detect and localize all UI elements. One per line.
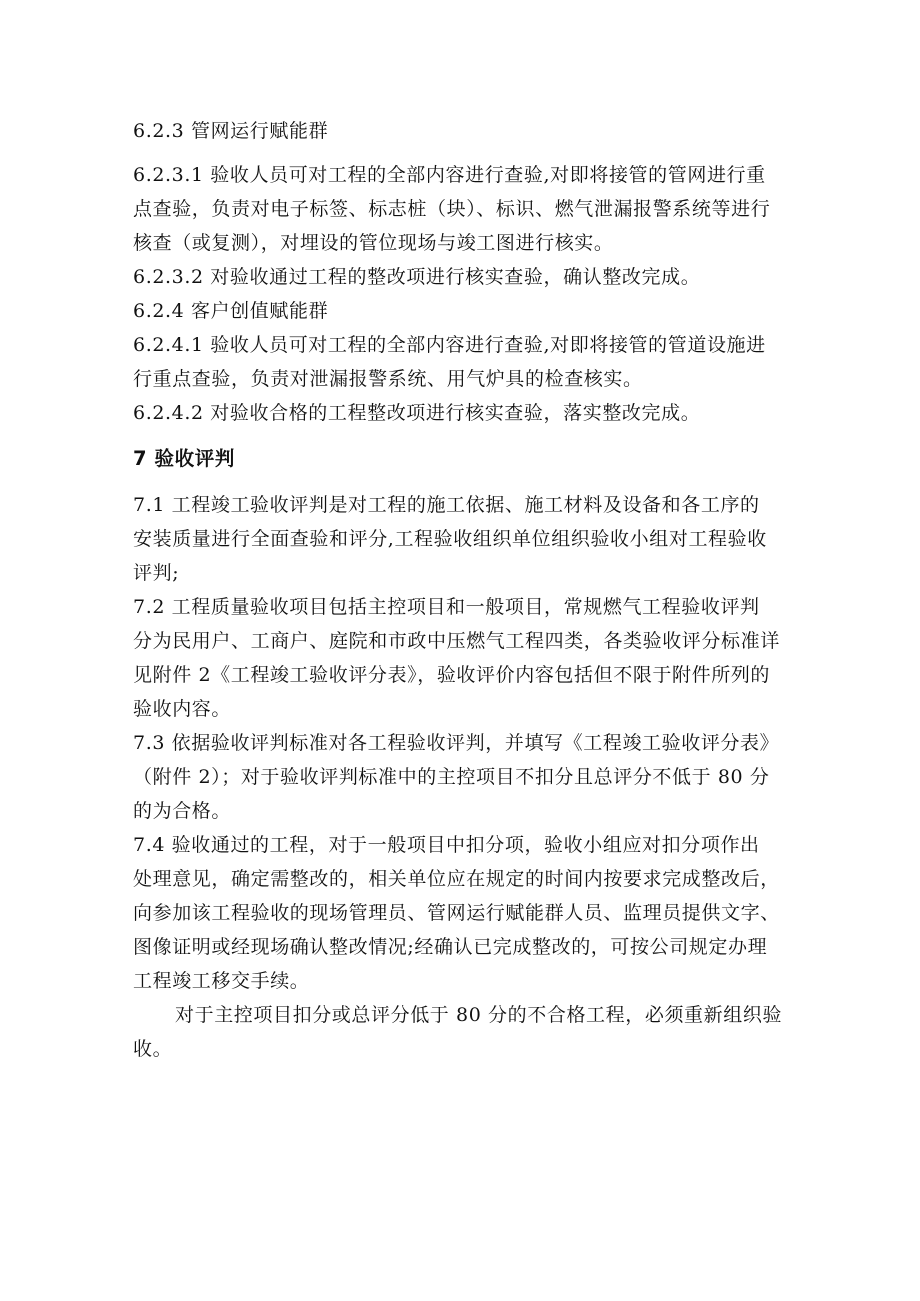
text-line: 点查验，负责对电子标签、标志桩（块）、标识、燃气泄漏报警系统等进行 bbox=[133, 198, 771, 220]
text-line: 7.4 验收通过的工程，对于一般项目中扣分项，验收小组应对扣分项作出 bbox=[133, 834, 760, 856]
paragraph-final bbox=[133, 998, 793, 1066]
section-6-2-4-title: 6.2.4 客户创值赋能群 bbox=[133, 300, 329, 322]
text-line: 收。 bbox=[133, 1038, 173, 1060]
text-line: 6.2.4.2 对验收合格的工程整改项进行核实查验，落实整改完成。 bbox=[133, 402, 701, 424]
text-line: 7.1 工程竣工验收评判是对工程的施工依据、施工材料及设备和各工序的 bbox=[133, 494, 760, 516]
paragraph-6-2-4-1 bbox=[133, 328, 793, 396]
paragraph-7-1 bbox=[133, 488, 793, 590]
text-line: 的为合格。 bbox=[133, 800, 232, 822]
paragraph-6-2-3-1 bbox=[133, 158, 793, 260]
paragraph-6-2-4-2 bbox=[133, 396, 793, 430]
text-line: 行重点查验，负责对泄漏报警系统、用气炉具的检查核实。 bbox=[133, 368, 643, 390]
text-line: 对于主控项目扣分或总评分低于 80 分的不合格工程，必须重新组织验 bbox=[175, 1004, 783, 1026]
text-line: 工程竣工移交手续。 bbox=[133, 970, 310, 992]
text-line: 处理意见，确定需整改的，相关单位应在规定的时间内按要求完成整改后， bbox=[133, 868, 780, 890]
paragraph-7-3 bbox=[133, 726, 793, 828]
text-line: 向参加该工程验收的现场管理员、管网运行赋能群人员、监理员提供文字、 bbox=[133, 902, 780, 924]
text-line: 7.3 依据验收评判标准对各工程验收评判，并填写《工程竣工验收评分表》 bbox=[133, 732, 780, 754]
paragraph-7-2 bbox=[133, 590, 793, 726]
text-line: （附件 2）；对于验收评判标准中的主控项目不扣分且总评分不低于 80 分 bbox=[133, 766, 770, 788]
text-line: 验收内容。 bbox=[133, 698, 232, 720]
text-line: 核查（或复测），对埋设的管位现场与竣工图进行核实。 bbox=[133, 232, 614, 254]
text-line: 6.2.3.2 对验收通过工程的整改项进行核实查验，确认整改完成。 bbox=[133, 266, 701, 288]
text-line: 6.2.4.1 验收人员可对工程的全部内容进行查验,对即将接管的管道设施进 bbox=[133, 334, 766, 356]
document-body bbox=[133, 114, 793, 1066]
text-line: 分为民用户、工商户、庭院和市政中压燃气工程四类，各类验收评分标准详 bbox=[133, 630, 780, 652]
paragraph-7-4 bbox=[133, 828, 793, 998]
paragraph-6-2-3-2 bbox=[133, 260, 793, 294]
text-line: 安装质量进行全面查验和评分,工程验收组织单位组织验收小组对工程验收 bbox=[133, 528, 767, 550]
text-line: 6.2.3.1 验收人员可对工程的全部内容进行查验,对即将接管的管网进行重 bbox=[133, 164, 766, 186]
text-line: 图像证明或经现场确认整改情况;经确认已完成整改的，可按公司规定办理 bbox=[133, 936, 768, 958]
section-7-heading: 7 验收评判 bbox=[133, 447, 235, 470]
text-line: 评判; bbox=[133, 562, 180, 584]
text-line: 见附件 2《工程竣工验收评分表》，验收评价内容包括但不限于附件所列的 bbox=[133, 664, 771, 686]
text-line: 7.2 工程质量验收项目包括主控项目和一般项目，常规燃气工程验收评判 bbox=[133, 596, 760, 618]
section-6-2-3-title: 6.2.3 管网运行赋能群 bbox=[133, 120, 329, 142]
